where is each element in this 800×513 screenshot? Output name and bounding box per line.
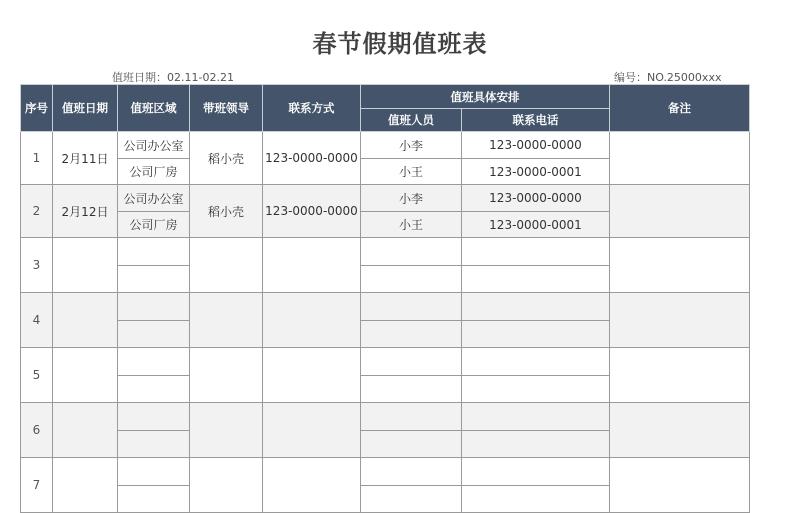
header-contact: 联系方式 <box>263 85 361 132</box>
cell-leader <box>190 348 263 403</box>
header-staff: 值班人员 <box>361 109 462 132</box>
header-arrangement: 值班具体安排 <box>361 85 610 109</box>
cell-phone <box>462 238 610 266</box>
cell-area <box>118 376 190 403</box>
cell-date: 2月12日 <box>53 185 118 238</box>
cell-staff <box>361 321 462 348</box>
cell-contact: 123-0000-0000 <box>263 132 361 185</box>
cell-phone <box>462 321 610 348</box>
cell-date <box>53 403 118 458</box>
cell-area <box>118 348 190 376</box>
cell-area <box>118 238 190 266</box>
cell-contact: 123-0000-0000 <box>263 185 361 238</box>
cell-area <box>118 293 190 321</box>
header-duty-area: 值班区域 <box>118 85 190 132</box>
cell-seq: 7 <box>21 458 53 513</box>
cell-leader <box>190 403 263 458</box>
cell-date <box>53 458 118 513</box>
roster-entry-7 <box>21 458 750 513</box>
cell-staff <box>361 376 462 403</box>
roster-entry-2 <box>21 185 750 238</box>
header-leader: 带班领导 <box>190 85 263 132</box>
cell-area: 公司厂房 <box>118 159 190 185</box>
roster-entry-5 <box>21 348 750 403</box>
cell-date <box>53 238 118 293</box>
cell-staff <box>361 403 462 431</box>
table-header <box>21 85 750 132</box>
cell-staff: 小李 <box>361 185 462 212</box>
cell-area <box>118 458 190 486</box>
cell-staff: 小王 <box>361 159 462 185</box>
cell-phone <box>462 403 610 431</box>
cell-staff <box>361 431 462 458</box>
cell-phone <box>462 431 610 458</box>
cell-date: 2月11日 <box>53 132 118 185</box>
duty-date-range: 值班日期：02.11-02.21 <box>112 71 234 84</box>
page-title: 春节假期值班表 <box>312 30 488 58</box>
document-number: 编号：NO.25000xxx <box>614 71 722 84</box>
cell-seq: 3 <box>21 238 53 293</box>
duty-roster-table <box>20 84 750 513</box>
cell-area: 公司办公室 <box>118 132 190 159</box>
cell-staff <box>361 238 462 266</box>
cell-remark <box>610 458 750 513</box>
cell-seq: 4 <box>21 293 53 348</box>
cell-remark <box>610 403 750 458</box>
header-remark: 备注 <box>610 85 750 132</box>
cell-remark <box>610 293 750 348</box>
cell-area: 公司办公室 <box>118 185 190 212</box>
cell-area <box>118 431 190 458</box>
cell-staff: 小王 <box>361 212 462 238</box>
cell-seq: 5 <box>21 348 53 403</box>
cell-phone: 123-0000-0000 <box>462 185 610 212</box>
cell-phone <box>462 376 610 403</box>
cell-date <box>53 348 118 403</box>
cell-phone <box>462 348 610 376</box>
roster-entry-3 <box>21 238 750 293</box>
header-duty-date: 值班日期 <box>53 85 118 132</box>
cell-staff: 小李 <box>361 132 462 159</box>
cell-staff <box>361 458 462 486</box>
cell-staff <box>361 266 462 293</box>
cell-contact <box>263 403 361 458</box>
cell-staff <box>361 293 462 321</box>
cell-staff <box>361 486 462 513</box>
cell-seq: 6 <box>21 403 53 458</box>
roster-entry-1 <box>21 132 750 185</box>
cell-area <box>118 403 190 431</box>
cell-area <box>118 266 190 293</box>
cell-seq: 1 <box>21 132 53 185</box>
cell-phone: 123-0000-0001 <box>462 159 610 185</box>
cell-contact <box>263 238 361 293</box>
cell-area <box>118 486 190 513</box>
cell-contact <box>263 458 361 513</box>
cell-leader: 稻小壳 <box>190 185 263 238</box>
cell-phone <box>462 486 610 513</box>
header-seq: 序号 <box>21 85 53 132</box>
cell-phone <box>462 293 610 321</box>
cell-date <box>53 293 118 348</box>
roster-entry-6 <box>21 403 750 458</box>
cell-remark <box>610 185 750 238</box>
cell-staff <box>361 348 462 376</box>
cell-leader <box>190 293 263 348</box>
cell-phone: 123-0000-0000 <box>462 132 610 159</box>
cell-area: 公司厂房 <box>118 212 190 238</box>
cell-leader <box>190 458 263 513</box>
cell-phone <box>462 266 610 293</box>
cell-seq: 2 <box>21 185 53 238</box>
cell-remark <box>610 238 750 293</box>
cell-phone: 123-0000-0001 <box>462 212 610 238</box>
cell-leader <box>190 238 263 293</box>
cell-area <box>118 321 190 348</box>
roster-entry-4 <box>21 293 750 348</box>
cell-contact <box>263 348 361 403</box>
cell-contact <box>263 293 361 348</box>
cell-leader: 稻小壳 <box>190 132 263 185</box>
cell-remark <box>610 132 750 185</box>
cell-remark <box>610 348 750 403</box>
header-phone: 联系电话 <box>462 109 610 132</box>
cell-phone <box>462 458 610 486</box>
